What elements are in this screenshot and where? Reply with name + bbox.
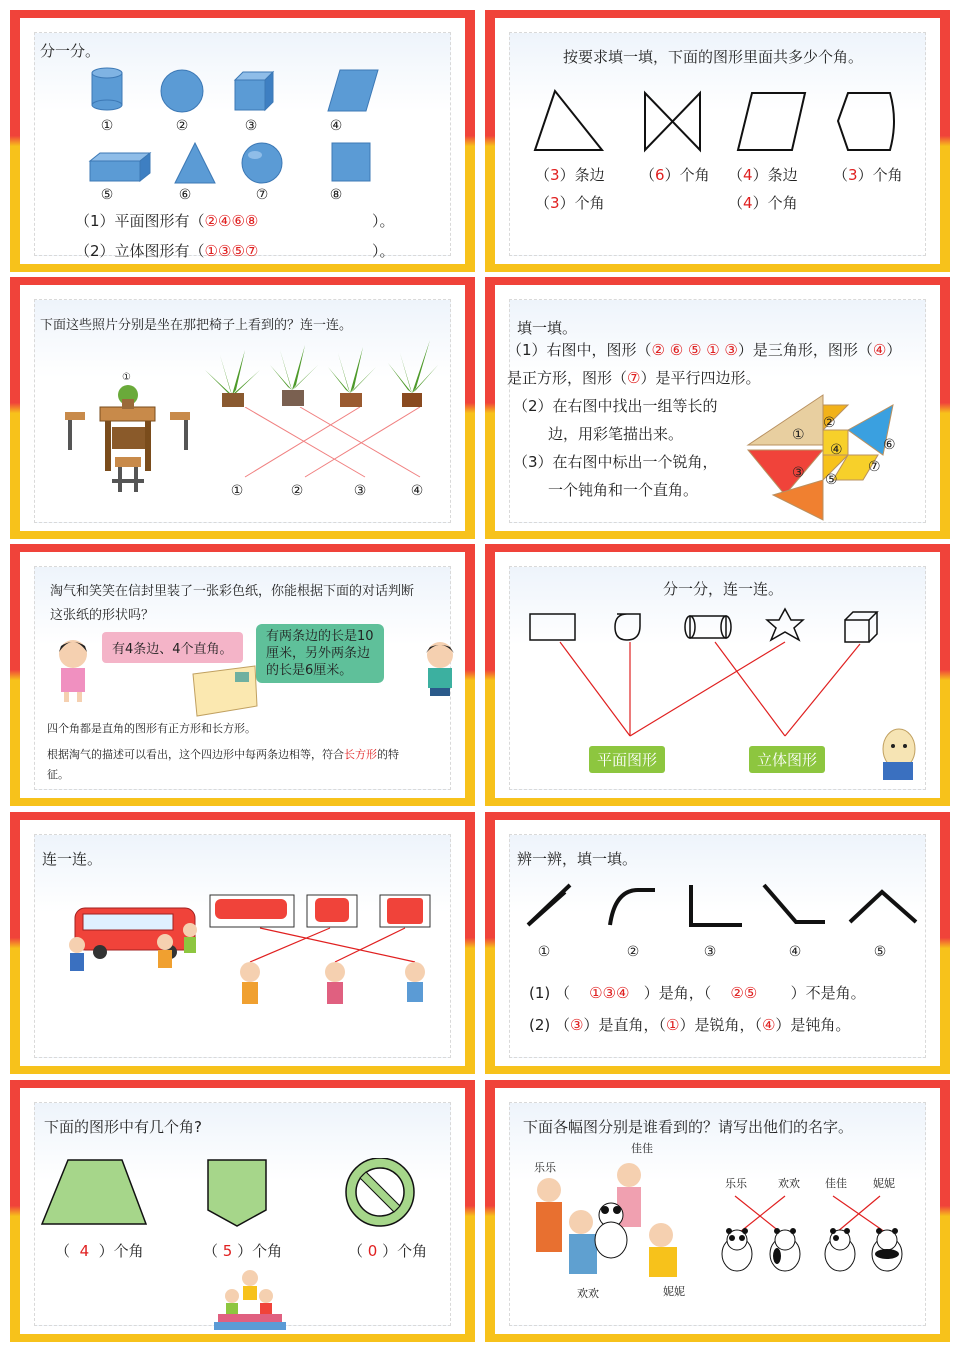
answer-row: (1) （ ①③④ ）是角，（ ②⑤ ）不是角。 [529,984,866,1002]
answer-text: （6）个角 [640,166,710,184]
angle-number: ② [626,944,640,960]
tangram-label: ③ [792,465,805,481]
outline-shapes [530,88,910,158]
envelope-figure [185,664,260,719]
tangram-label: ④ [830,442,843,458]
slide-title: 按要求填一填，下面的图形里面共多少个角。 [563,48,864,66]
tangram-label: ⑥ [883,437,896,453]
question-line: （1）平面图形有（②④⑥⑧ [75,212,259,230]
text-line: 一个钝角和一个直角。 [548,481,699,499]
slide-2 [485,10,950,272]
shape-number: ⑥ [178,187,192,203]
text-line: （3）在右图中标出一个锐角， [513,453,718,471]
kids-reading-figure [210,1268,290,1340]
plane-shapes-label: 平面图形 [589,746,665,773]
tangram-label: ② [823,415,836,431]
slide-title: 分一分，连一连。 [663,580,784,598]
angle-number: ④ [788,944,802,960]
slide-3 [10,277,475,539]
connecting-lines [225,407,435,482]
slide-1 [10,10,475,272]
answer-name: 佳佳 [825,1177,847,1190]
answer-name: 欢欢 [778,1177,800,1190]
answer-text: （3）个角 [535,194,605,212]
slide-title: 淘气和笑笑在信封里装了一张彩色纸，你能根据下面的对话判断 [50,584,415,599]
photo-number: ② [290,483,304,499]
slide-title: 辨一辨，填一填。 [517,850,638,868]
name-label: 佳佳 [631,1142,653,1155]
answer-row: (2) （③）是直角，（①）是锐角，（④）是钝角。 [529,1016,851,1034]
girl-figure [48,636,98,706]
tangram-label: ⑤ [825,472,838,488]
angle-number: ③ [703,944,717,960]
slide-title: 这张纸的形状吗？ [50,608,155,623]
angle-figures [520,880,920,940]
slide-title: 下面的图形中有几个角? [44,1118,202,1136]
name-label: 乐乐 [534,1161,556,1174]
slide-6 [485,544,950,806]
note-text: 征。 [47,768,69,781]
slide-title: 填一填。 [517,319,578,337]
text-line: （1）右图中，图形（② ⑥ ⑤ ① ③）是三角形，图形（④） [507,341,902,359]
angle-count-answer: （ 5 ）个角 [203,1242,283,1260]
question-line: （2）立体图形有（①③⑤⑦ [75,242,259,260]
answer-text: （3）条边 [535,166,605,184]
panda-views [715,1192,915,1282]
slide-title: 分一分。 [40,42,101,60]
shape-number: ① [100,118,114,134]
desk-chairs-figure [50,367,210,497]
slide-7 [10,812,475,1074]
chair-label: ① [122,372,131,383]
name-label: 欢欢 [577,1287,599,1300]
question-end: ）。 [372,242,395,260]
shape-number: ⑦ [255,187,269,203]
slide-10 [485,1080,950,1342]
shape-number: ⑧ [329,187,343,203]
kids-panda-scene [521,1160,701,1295]
angle-count-answer: （ 4 ）个角 [55,1242,144,1260]
slide-title: 下面各幅图分别是谁看到的？请写出他们的名字。 [523,1118,854,1136]
speech-bubble: 有4条边、4个直角。 [102,632,243,663]
slide-5 [10,544,475,806]
plant-photos [200,335,450,415]
angle-count-answer: （ 0 ）个角 [348,1242,428,1260]
slide-8 [485,812,950,1074]
answer-text: （4）个角 [728,194,798,212]
text-line: 边，用彩笔描出来。 [548,425,684,443]
answer-text: （3）个角 [833,166,903,184]
photo-number: ① [230,483,244,499]
boy-figure [415,639,465,699]
answer-name: 妮妮 [873,1177,895,1190]
text-line: （2）在右图中找出一组等长的 [513,397,718,415]
answer-text: （4）条边 [728,166,798,184]
egg-mascot [877,724,922,794]
angle-count-shapes [40,1158,440,1230]
bus-scene [65,890,445,1020]
shape-number: ⑤ [100,187,114,203]
slide-title: 连一连。 [42,850,103,868]
angle-number: ① [537,944,551,960]
slide-4 [485,277,950,539]
slide-9 [10,1080,475,1342]
answer-name: 乐乐 [725,1177,747,1190]
match-shapes [515,604,895,759]
tangram-label: ① [792,427,805,443]
question-end: ）。 [372,212,395,230]
photo-number: ④ [410,483,424,499]
text-line: 是正方形，图形（⑦）是平行四边形。 [507,369,761,387]
tangram-label: ⑦ [868,459,881,475]
shape-number: ③ [244,118,258,134]
solid-shapes-label: 立体图形 [749,746,825,773]
photo-number: ③ [353,483,367,499]
name-label: 妮妮 [663,1285,685,1298]
speech-bubble: 有两条边的长是10 厘米，另外两条边 的长是6厘米。 [256,624,384,683]
shape-number: ② [175,118,189,134]
slide-title: 下面这些照片分别是坐在那把椅子上看到的？连一连。 [40,318,353,333]
note-text: 根据淘气的描述可以看出，这个四边形中每两条边相等，符合长方形的特 [47,748,399,761]
angle-number: ⑤ [873,944,887,960]
note-text: 四个角都是直角的图形有正方形和长方形。 [47,722,256,735]
shape-number: ④ [329,118,343,134]
